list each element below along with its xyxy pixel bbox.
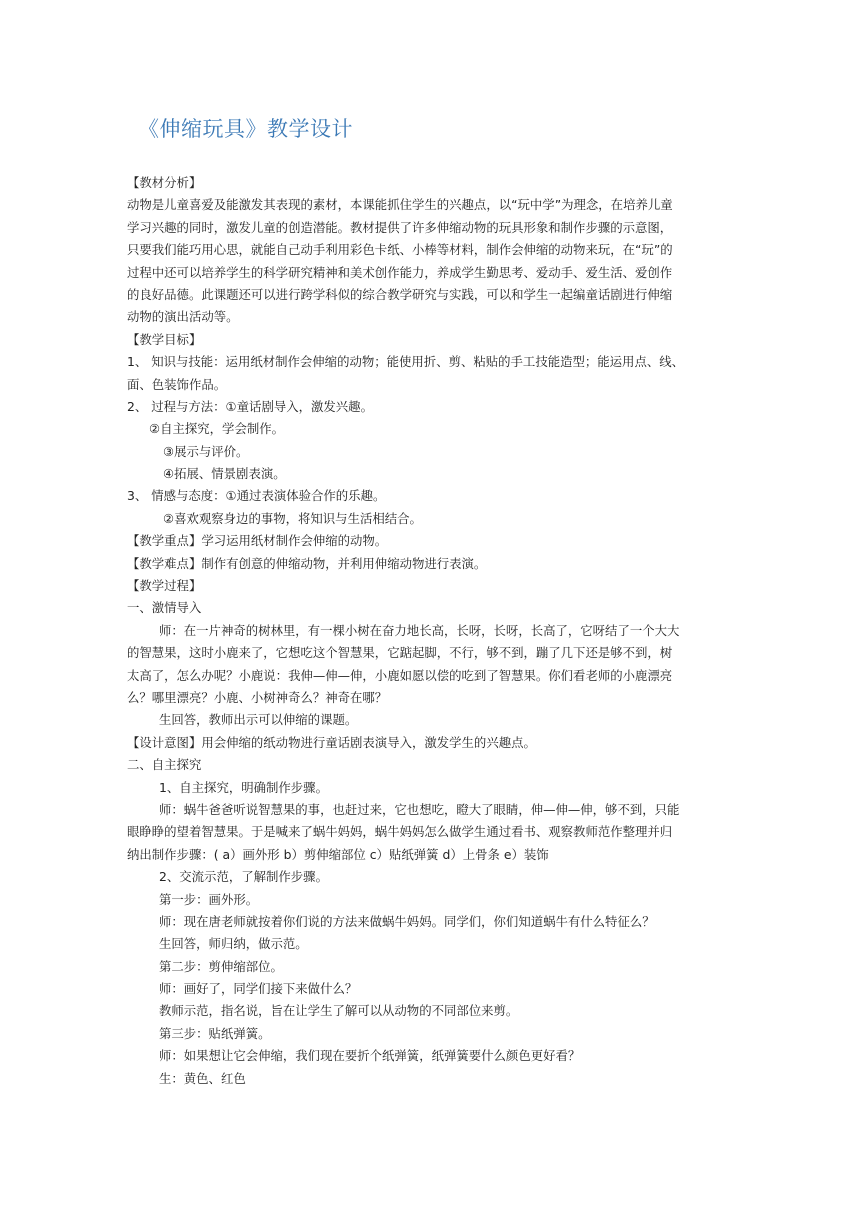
paragraph-line: 眼睁睁的望着智慧果。于是喊来了蜗牛妈妈，蜗牛妈妈怎么做学生通过看书、观察教师范作整理并归 [127, 824, 673, 840]
paragraph-line: 师：在一片神奇的树林里，有一棵小树在奋力地长高，长呀，长呀，长高了，它呀结了一个大大 [159, 622, 680, 638]
paragraph-line: 么？哪里漂亮？小鹿、小树神奇么？神奇在哪？ [127, 689, 388, 705]
paragraph-line: 的智慧果，这时小鹿来了，它想吃这个智慧果，它踮起脚，不行，够不到，蹦了几下还是够不到，树 [127, 645, 673, 661]
goal-subitem: ④拓展、情景剧表演。 [163, 466, 286, 482]
paragraph-line: 生回答，师归纳，做示范。 [159, 936, 308, 952]
section-heading-teaching-goals: 【教学目标】 [127, 331, 202, 347]
paragraph-line: 动物的演出活动等。 [127, 309, 239, 325]
paragraph-line: 师：蜗牛爸爸听说智慧果的事，也赶过来，它也想吃，瞪大了眼睛，伸—伸—伸，够不到，只能 [159, 801, 680, 817]
paragraph-line: 纳出制作步骤：( a）画外形 b）剪伸缩部位 c）贴纸弹簧 d）上骨条 e）装饰 [127, 846, 549, 862]
paragraph-line: 师：现在唐老师就按着你们说的方法来做蜗牛妈妈。同学们，你们知道蜗牛有什么特征么？ [159, 913, 655, 929]
goal-item-continuation: 面、色装饰作品。 [127, 376, 227, 392]
process-heading: 二、自主探究 [127, 757, 202, 773]
step-line: 第二步：剪伸缩部位。 [159, 958, 283, 974]
section-heading-teaching-process: 【教学过程】 [127, 578, 202, 594]
step-line: 第三步：贴纸弹簧。 [159, 1025, 271, 1041]
goal-subitem: ②自主探究，学会制作。 [149, 421, 285, 437]
teaching-key-point: 【教学重点】学习运用纸材制作会伸缩的动物。 [127, 533, 388, 549]
design-intent: 【设计意图】用会伸缩的纸动物进行童话剧表演导入，激发学生的兴趣点。 [127, 734, 536, 750]
teaching-difficulty: 【教学难点】制作有创意的伸缩动物，并利用伸缩动物进行表演。 [127, 555, 487, 571]
paragraph-line: 的良好品德。此课题还可以进行跨学科似的综合教学研究与实践，可以和学生一起编童话剧进行伸缩 [127, 286, 673, 302]
paragraph-line: 师：画好了，同学们接下来做什么？ [159, 981, 358, 997]
section-heading-material-analysis: 【教材分析】 [127, 175, 202, 190]
paragraph-line: 师：如果想让它会伸缩，我们现在要折个纸弹簧，纸弹簧要什么颜色更好看？ [159, 1048, 581, 1064]
document-title: 《伸缩玩具》教学设计 [138, 117, 353, 141]
paragraph-line: 太高了，怎么办呢？小鹿说：我伸—伸—伸，小鹿如愿以偿的吃到了智慧果。你们看老师的小鹿漂亮 [127, 667, 673, 683]
goal-subitem: ③展示与评价。 [163, 443, 249, 459]
process-heading: 一、激情导入 [127, 600, 202, 616]
goal-subitem: ②喜欢观察身边的事物，将知识与生活相结合。 [163, 510, 422, 526]
paragraph-line: 学习兴趣的同时，激发儿童的创造潜能。教材提供了许多伸缩动物的玩具形象和制作步骤的示意图， [127, 219, 673, 235]
paragraph-line: 生：黄色、红色 [159, 1070, 246, 1086]
paragraph-line: 教师示范，指名说，旨在让学生了解可以从动物的不同部位来剪。 [159, 1003, 519, 1019]
paragraph-line: 动物是儿童喜爱及能激发其表现的素材，本课能抓住学生的兴趣点，以“玩中学”为理念，在培养儿童 [127, 197, 673, 213]
document-body [127, 172, 733, 1090]
paragraph-line: 生回答，教师出示可以伸缩的课题。 [159, 712, 358, 728]
paragraph-line: 只要我们能巧用心思，就能自己动手利用彩色卡纸、小棒等材料，制作会伸缩的动物来玩，在“玩”的 [127, 242, 673, 258]
goal-item: 3、 情感与态度：①通过表演体验合作的乐趣。 [127, 488, 386, 504]
step-heading: 1、自主探究，明确制作步骤。 [159, 779, 328, 795]
goal-item: 2、 过程与方法：①童话剧导入，激发兴趣。 [127, 398, 373, 414]
goal-item: 1、 知识与技能：运用纸材制作会伸缩的动物；能使用折、剪、粘贴的手工技能造型；能运用点、线、 [127, 354, 685, 370]
step-line: 第一步：画外形。 [159, 891, 259, 907]
paragraph-line: 过程中还可以培养学生的科学研究精神和美术创作能力，养成学生勤思考、爱动手、爱生活、爱创作 [127, 264, 673, 280]
step-heading: 2、交流示范，了解制作步骤。 [159, 869, 328, 885]
